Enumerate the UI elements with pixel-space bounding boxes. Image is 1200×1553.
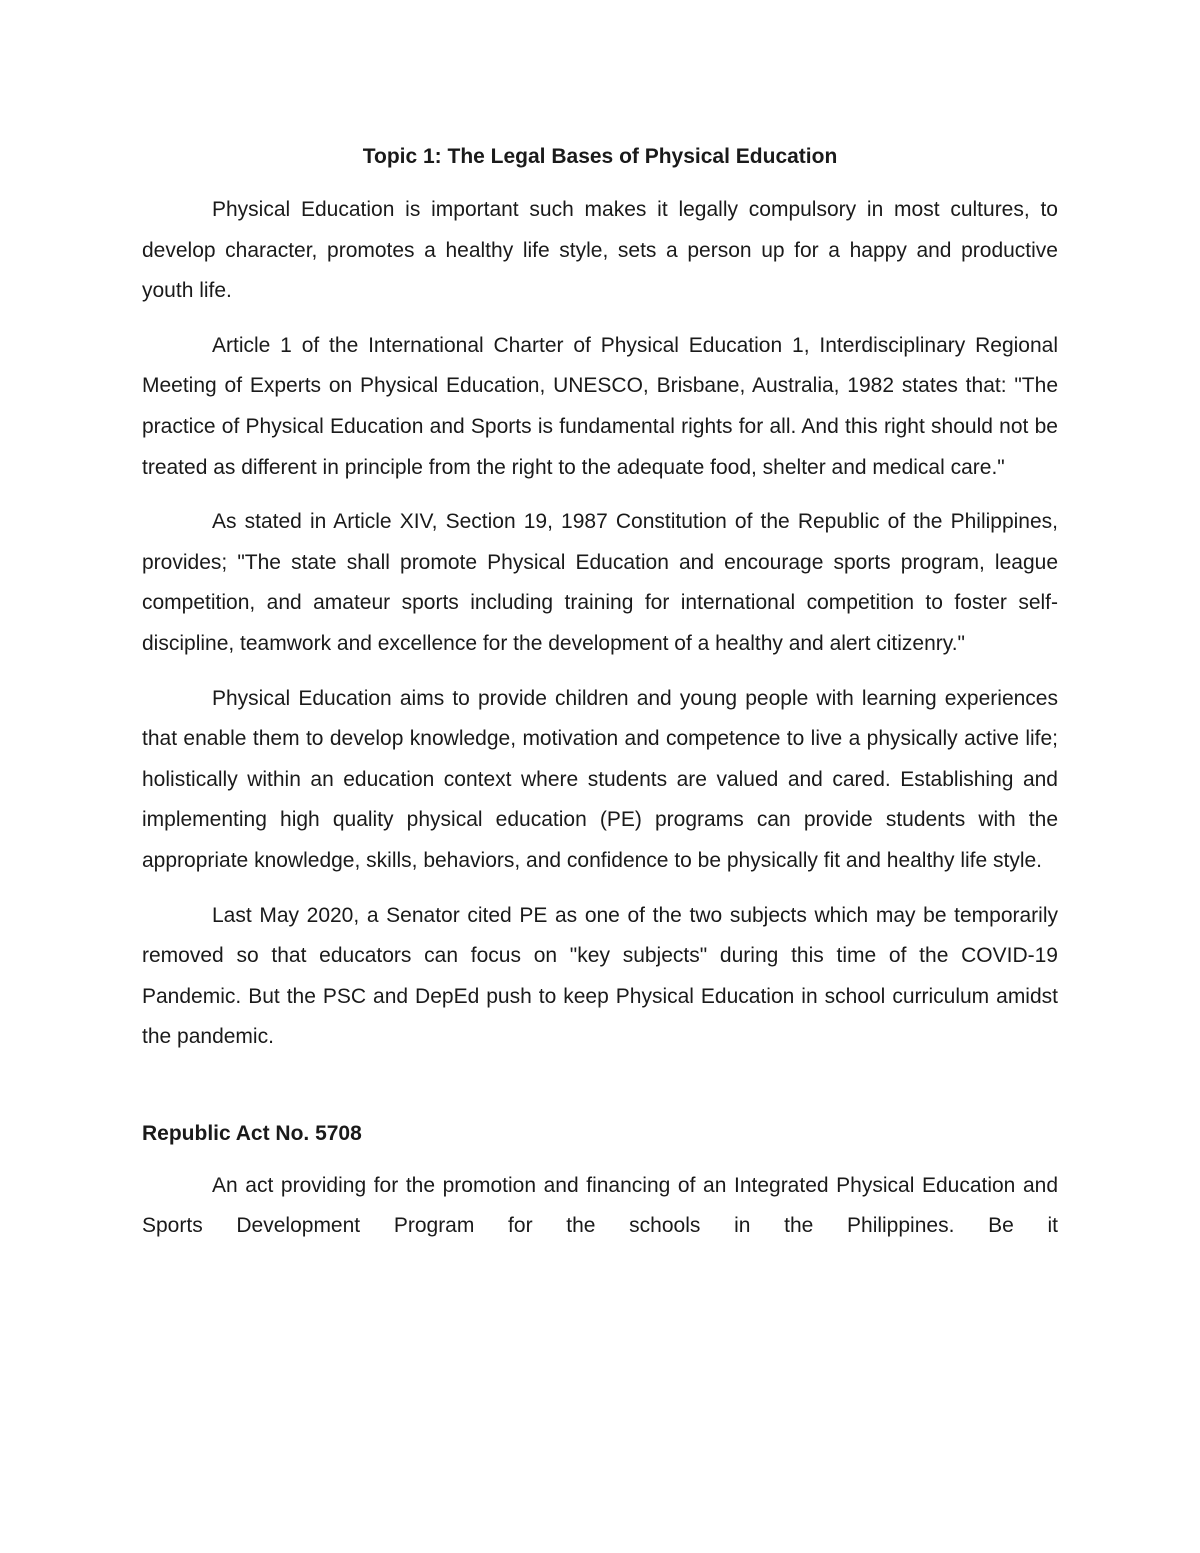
paragraph-republic-act: An act providing for the promotion and financing of an Integrated Physical Education and Sports Development Program for the schools in the Philippines. Be it: [142, 1173, 1058, 1238]
paragraph-pe-aims: Physical Education aims to provide children and young people with learning experiences that enable them to develop knowledge, motivation and competence to live a physically active life; holistically within an education context where students are valued and cared. Establishing and implementing high quality physical education (PE) programs can provide students with the appropriate knowledge, skills, behaviors, and confidence to be physically fit and healthy life style.: [142, 686, 1058, 872]
paragraph-unesco-charter: Article 1 of the International Charter of Physical Education 1, Interdisciplinary Regional Meeting of Experts on Physical Education, UNESCO, Brisbane, Australia, 1982 states that: "The practice of Physical Education and Sports is fundamental rights for all. And this right should not be treated as different in principle from the right to the adequate food, shelter and medical care.": [142, 333, 1058, 479]
document-page: [142, 138, 1058, 1261]
paragraph-constitution: As stated in Article XIV, Section 19, 1987 Constitution of the Republic of the Philippines, provides; "The state shall promote Physical Education and encourage sports program, league competition, and amateur sports including training for international competition to foster self-discipline, teamwork and excellence for the development of a healthy and alert citizenry.": [142, 510, 1058, 655]
document-title: Topic 1: The Legal Bases of Physical Education: [362, 145, 838, 168]
section-heading: Republic Act No. 5708: [142, 1121, 362, 1145]
paragraph-covid: Last May 2020, a Senator cited PE as one of the two subjects which may be temporarily removed so that educators can focus on "key subjects" during this time of the COVID-19 Pandemic. But the PSC and DepEd push to keep Physical Education in school curriculum amidst the pandemic.: [142, 903, 1058, 1049]
paragraph-importance: Physical Education is important such makes it legally compulsory in most cultures, to develop character, promotes a healthy life style, sets a person up for a happy and productive youth life.: [142, 198, 1058, 303]
